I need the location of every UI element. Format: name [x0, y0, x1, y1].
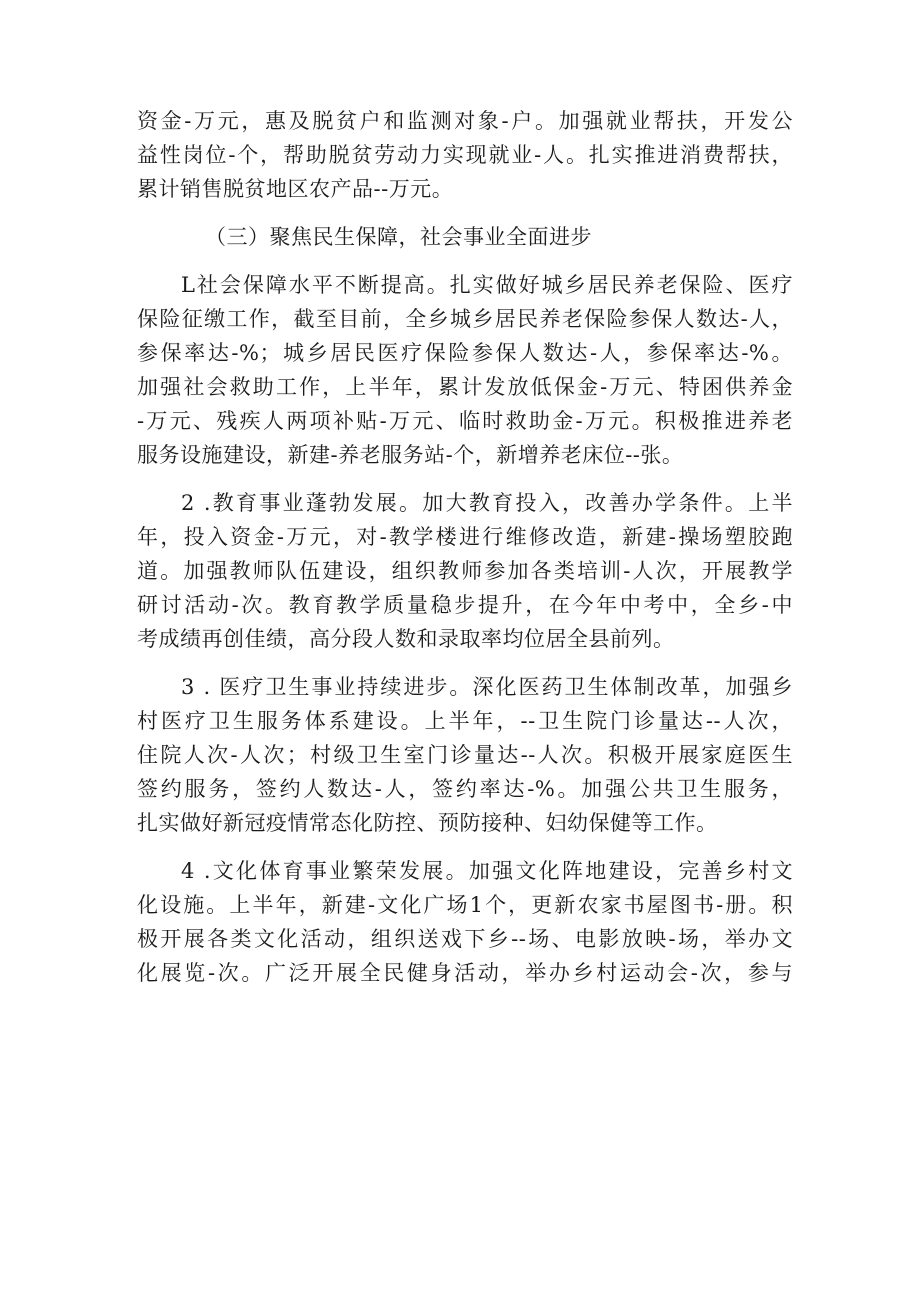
- text-line: 资金-万元，惠及脱贫户和监测对象-户。加强就业帮扶，开发公: [137, 109, 793, 133]
- text-line: 化展览-次。广泛开展全民健身活动，举办乡村运动会-次，参与: [137, 961, 793, 985]
- text-line: 村医疗卫生服务体系建设。上半年，--卫生院门诊量达--人次，: [137, 709, 793, 733]
- paragraph-education: [137, 486, 793, 656]
- paragraph-social-security: [137, 268, 793, 472]
- text-line: 3 . 医疗卫生事业持续进步。深化医药卫生体制改革，加强乡: [181, 675, 793, 699]
- text-line: 益性岗位-个，帮助脱贫劳动力实现就业-人。扎实推进消费帮扶，: [137, 143, 793, 167]
- heading-text: （三）聚焦民生保障，社会事业全面进步: [205, 225, 592, 249]
- text-line: 住院人次-人次；村级卫生室门诊量达--人次。积极开展家庭医生: [137, 743, 793, 767]
- text-line: 保险征缴工作，截至目前，全乡城乡居民养老保险参保人数达-人，: [137, 307, 793, 331]
- section-heading-3: [137, 220, 793, 254]
- text-line: 2 .教育事业蓬勃发展。加大教育投入，改善办学条件。上半: [181, 491, 793, 515]
- paragraph-employment: [137, 104, 793, 206]
- text-line: 道。加强教师队伍建设，组织教师参加各类培训-人次，开展教学: [137, 559, 793, 583]
- text-line: 极开展各类文化活动，组织送戏下乡--场、电影放映-场，举办文: [137, 927, 793, 951]
- paragraph-culture: [137, 854, 793, 990]
- text-line: 签约服务，签约人数达-人，签约率达-%。加强公共卫生服务，: [137, 777, 793, 801]
- text-line: 化设施。上半年，新建-文化广场1个，更新农家书屋图书-册。积: [137, 893, 793, 917]
- text-line: 参保率达-%；城乡居民医疗保险参保人数达-人，参保率达-%。: [137, 341, 793, 365]
- text-line: L社会保障水平不断提高。扎实做好城乡居民养老保险、医疗: [181, 273, 793, 297]
- text-line: 4 .文化体育事业繁荣发展。加强文化阵地建设，完善乡村文: [181, 859, 793, 883]
- text-line: 服务设施建设，新建-养老服务站-个，新增养老床位--张。: [137, 443, 684, 467]
- text-line: 加强社会救助工作，上半年，累计发放低保金-万元、特困供养金: [137, 375, 793, 399]
- text-line: 考成绩再创佳绩，高分段人数和录取率均位居全县前列。: [137, 627, 675, 651]
- text-line: 年，投入资金-万元，对-教学楼进行维修改造，新建-操场塑胶跑: [137, 525, 793, 549]
- text-line: -万元、残疾人两项补贴-万元、临时救助金-万元。积极推进养老: [137, 409, 793, 433]
- document-page: [137, 104, 793, 990]
- text-line: 扎实做好新冠疫情常态化防控、预防接种、妇幼保健等工作。: [137, 811, 718, 835]
- text-line: 研讨活动-次。教育教学质量稳步提升，在今年中考中，全乡-中: [137, 593, 793, 617]
- text-line: 累计销售脱贫地区农产品--万元。: [137, 177, 454, 201]
- paragraph-medical: [137, 670, 793, 840]
